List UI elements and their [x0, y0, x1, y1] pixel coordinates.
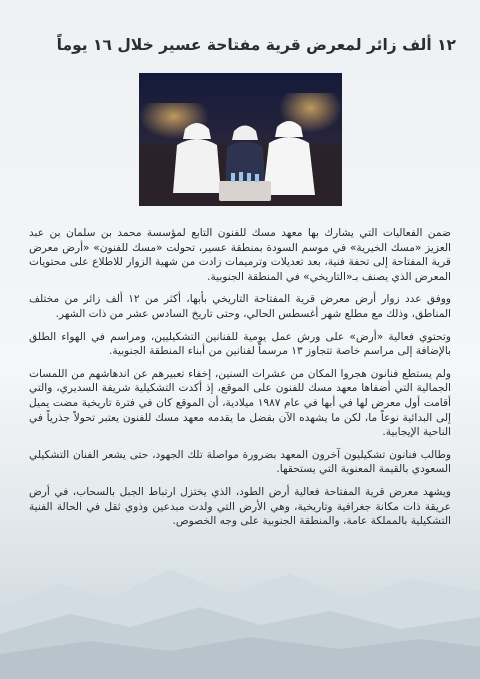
mountain-background — [0, 529, 480, 679]
paragraph: وتحتوي فعالية «أرض» على ورش عمل يومية للفنانين التشكيليين، ومراسم في الهواء الطلق بالإضافة إلى مراسم خاصة تتجاوز ١٣ مرسماً لفنانين من أبناء المنطقة الجنوبية. — [29, 330, 451, 358]
paragraph: ويشهد معرض قرية المفتاحة فعالية أرض الطود، الذي يختزل ارتباط الجبل بالسحاب، في أرض عريقة ذات مكانة جغرافية وتاريخية، وهي الأرض التي ولدت مبدعين وذوي ثقل في الحالة الفنية التشكيلية بالمملكة عامة، والمنطقة الجنوبية على وجه الخصوص. — [29, 485, 451, 528]
paragraph: ووفق عدد زوار أرض معرض قرية المفتاحة التاريخي بأبها، أكثر من ١٢ ألف زائر من مختلف المناطق، وذلك مع مطلع شهر أغسطس الحالي، وحتى تاريخ السادس عشر من ذات الشهر. — [29, 293, 451, 320]
paragraph: ضمن الفعاليات التي يشارك بها معهد مسك للفنون التابع لمؤسسة محمد بن سلمان بن عبد العزيز «مسك الخيرية» في موسم السودة بمنطقة عسير، تحولت «مسك للفنون» «أرض معرض قرية المفتاحة إلى تحفة فنية، بعد تعديلات وترميمات زادت من شهية الزوار للاطلاع على محتويات المعرض الذي يصنف بـ«التاريخي» في المنطقة الجنوبية. — [29, 227, 451, 283]
paragraph: وطالب فنانون تشكيليون آخرون المعهد بضرورة مواصلة تلك الجهود، حتى يشعر الفنان التشكيلي السعودي بالقيمة المعنوية التي يستحقها. — [29, 448, 451, 476]
paragraph: ولم يستطع فنانون هجروا المكان من عشرات السنين، إخفاء تعبيرهم عن اندهاشهم من اللمسات الجمالية التي أضفاها معهد مسك للفنون على الموقع، إذ أكدت التشكيلية شريفة السديري، والتي أقامت أول معرض لها في أبها في عام ١٩٨٧ ميلادية، أن الموقع كان في فترة تاريخية مضت يميل إلى البدائية نوعاً ما، لكن ما يشهده الآن بفضل ما يقدمه معهد مسك للفنون يعتبر تحولاً جذرياً في الناحية الإيجابية. — [29, 367, 452, 439]
article-title: ١٢ ألف زائر لمعرض قرية مفتاحة عسير خلال ١٦ يوماً — [56, 36, 456, 55]
article-body — [29, 226, 451, 537]
event-photo — [139, 73, 342, 206]
